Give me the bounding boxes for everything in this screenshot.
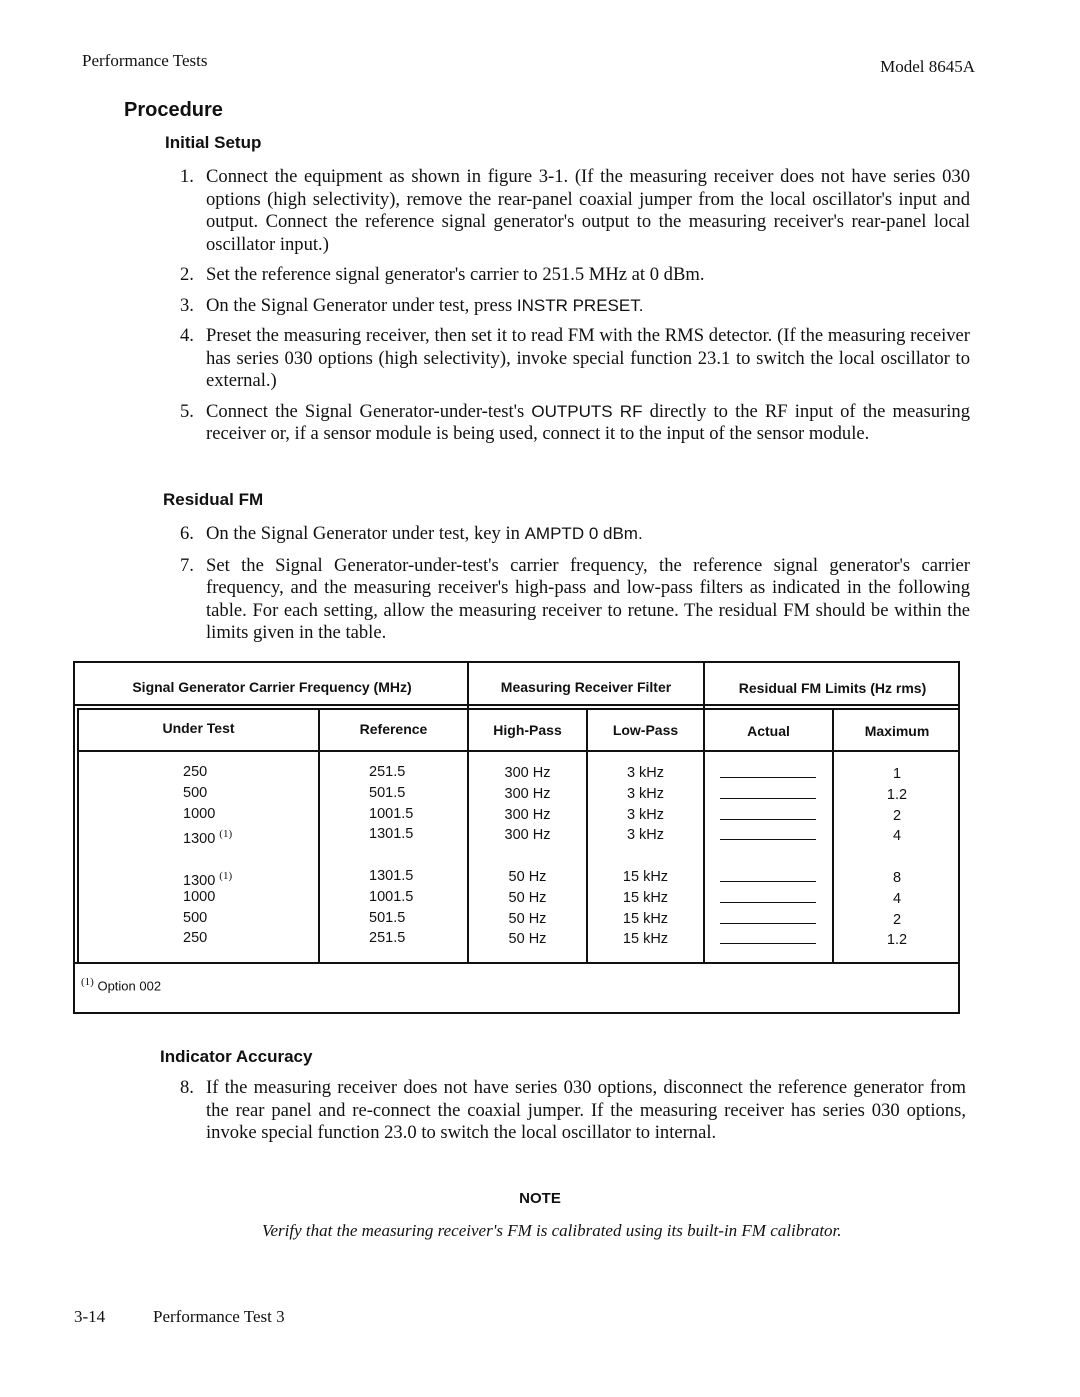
table-cell: 1301.5 bbox=[369, 867, 414, 884]
column-reference bbox=[369, 762, 413, 949]
table-cell: 500 bbox=[183, 784, 208, 801]
group-header-carrier-frequency: Signal Generator Carrier Frequency (MHz) bbox=[132, 679, 412, 695]
table-cell: 4 bbox=[892, 828, 902, 845]
running-header-left: Performance Tests bbox=[82, 51, 208, 70]
column-maximum bbox=[834, 764, 960, 951]
step-2 bbox=[180, 264, 970, 287]
table-rule bbox=[318, 708, 320, 962]
table-cell bbox=[183, 824, 233, 848]
subheading-initial-setup: Initial Setup bbox=[165, 133, 262, 152]
actual-entry-line bbox=[720, 787, 816, 799]
actual-entry-line bbox=[720, 891, 816, 903]
step-number: 5. bbox=[180, 400, 194, 422]
key-name: AMPTD 0 dBm. bbox=[524, 524, 643, 543]
column-low-pass bbox=[588, 763, 703, 950]
table-footnote bbox=[81, 976, 161, 993]
table-cell: 50 Hz bbox=[508, 868, 547, 885]
col-header-low-pass: Low-Pass bbox=[612, 722, 679, 738]
step-number: 1. bbox=[180, 166, 194, 187]
actual-entry-line bbox=[720, 828, 816, 840]
step-text: If the measuring receiver does not have series 030 options, disconnect the reference generator from the rear panel and re-connect the coaxial jumper. If the measuring receiver has series 030 options, invoke special function 23.0 to switch the local oscillator to internal. bbox=[206, 1077, 966, 1143]
table-cell: 501.5 bbox=[369, 784, 406, 801]
step-text: directly to the RF input of the measuring receiver or, if a sensor module is being used, connect it to the input of the sensor module. bbox=[206, 400, 970, 444]
footnote-mark: (1) bbox=[219, 828, 233, 841]
step-text: Connect the equipment as shown in figure 3-1. (If the measuring receiver does not have series 030 options (high selectivity), remove the rear-panel coaxial jumper from the local oscillator's input and output. Connect the reference signal generator's output to the measuring receiver's rear-panel local oscillator input.) bbox=[206, 166, 970, 255]
table-cell: 50 Hz bbox=[508, 910, 547, 927]
table-cell: 3 kHz bbox=[626, 765, 665, 781]
table-cell: 1 bbox=[892, 766, 902, 782]
step-7 bbox=[180, 555, 970, 645]
note-body: Verify that the measuring receiver's FM is calibrated using its built-in FM calibrator. bbox=[262, 1221, 842, 1240]
step-list-initial-setup bbox=[180, 166, 970, 446]
table-cell bbox=[183, 866, 232, 887]
actual-entry-line bbox=[720, 808, 816, 820]
table-cell: 251.5 bbox=[369, 930, 406, 947]
step-5 bbox=[180, 401, 970, 446]
actual-entry-line bbox=[720, 766, 816, 778]
step-1 bbox=[180, 166, 970, 256]
table-cell: 300 Hz bbox=[504, 827, 551, 844]
step-number: 6. bbox=[180, 523, 194, 544]
subheading-residual-fm: Residual FM bbox=[163, 490, 264, 509]
col-header-actual: Actual bbox=[747, 723, 790, 739]
table-cell: 300 Hz bbox=[504, 785, 551, 802]
table-cell: 1.2 bbox=[886, 932, 908, 949]
table-cell: 1001.5 bbox=[369, 805, 414, 822]
footnote-text: Option 002 bbox=[97, 978, 162, 994]
step-list-indicator-accuracy bbox=[180, 1077, 966, 1145]
table-cell: 50 Hz bbox=[508, 889, 547, 906]
step-number: 4. bbox=[180, 325, 194, 346]
column-actual bbox=[720, 764, 816, 951]
table-cell: 1000 bbox=[183, 888, 216, 905]
subheading-indicator-accuracy: Indicator Accuracy bbox=[160, 1047, 313, 1066]
actual-entry-line bbox=[720, 870, 816, 882]
actual-entry-line bbox=[720, 912, 816, 924]
running-header-right: Model 8645A bbox=[880, 57, 975, 76]
note-title: NOTE bbox=[519, 1190, 561, 1207]
table-cell: 250 bbox=[183, 930, 208, 947]
step-text: On the Signal Generator under test, key in bbox=[206, 523, 525, 544]
table-cell: 2 bbox=[892, 911, 902, 928]
table-cell: 1001.5 bbox=[369, 888, 414, 905]
column-high-pass bbox=[469, 763, 586, 950]
table-rule bbox=[77, 750, 960, 752]
column-under-test bbox=[183, 762, 232, 949]
table-rule bbox=[73, 962, 960, 964]
table-cell: 4 bbox=[892, 890, 902, 907]
table-rule bbox=[73, 704, 960, 706]
footnote-mark: (1) bbox=[219, 869, 233, 882]
step-number: 8. bbox=[180, 1077, 194, 1098]
table-cell: 8 bbox=[892, 869, 902, 886]
step-4 bbox=[180, 325, 970, 393]
step-text: On the Signal Generator under test, press bbox=[206, 294, 517, 316]
key-name: OUTPUTS RF bbox=[531, 401, 643, 421]
group-header-receiver-filter: Measuring Receiver Filter bbox=[500, 679, 672, 695]
table-cell: 501.5 bbox=[369, 909, 406, 926]
step-number: 7. bbox=[180, 554, 194, 576]
table-rule bbox=[77, 708, 960, 710]
step-text: Connect the Signal Generator-under-test's bbox=[206, 400, 532, 422]
key-name: INSTR PRESET. bbox=[516, 295, 644, 315]
cell-value: 1300 bbox=[183, 872, 216, 889]
table-cell: 250 bbox=[183, 764, 208, 780]
table-cell: 15 kHz bbox=[622, 931, 669, 948]
step-3 bbox=[180, 295, 970, 318]
table-cell: 1301.5 bbox=[369, 826, 414, 843]
col-header-high-pass: High-Pass bbox=[493, 722, 562, 738]
page-number: 3-14 bbox=[74, 1307, 106, 1326]
table-cell: 500 bbox=[183, 909, 208, 926]
step-number: 2. bbox=[180, 264, 194, 285]
col-header-under-test: Under Test bbox=[162, 720, 235, 736]
table-cell: 3 kHz bbox=[626, 827, 665, 844]
step-text: Set the reference signal generator's carrier to 251.5 MHz at 0 dBm. bbox=[206, 264, 705, 285]
footnote-mark: (1) bbox=[81, 976, 94, 988]
col-header-reference: Reference bbox=[359, 721, 428, 737]
running-footer-title: Performance Test 3 bbox=[153, 1307, 285, 1326]
table-cell: 3 kHz bbox=[626, 806, 665, 823]
step-text: Preset the measuring receiver, then set it to read FM with the RMS detector. (If the measuring receiver has series 030 options (high selectivity), invoke special function 23.1 to switch the local oscillator to external.) bbox=[206, 325, 970, 391]
step-text: Set the Signal Generator-under-test's carrier frequency, the reference signal generator's carrier frequency, and the measuring receiver's high-pass and low-pass filters as indicated in the following table. For each setting, allow the measuring receiver to retune. The residual FM should be within the limits given in the table. bbox=[206, 554, 970, 643]
table-cell: 251.5 bbox=[369, 764, 406, 780]
step-6 bbox=[180, 523, 970, 546]
table-cell: 3 kHz bbox=[626, 785, 665, 802]
table-cell: 15 kHz bbox=[622, 868, 669, 885]
step-list-residual-fm bbox=[180, 523, 970, 645]
actual-entry-line bbox=[720, 932, 816, 944]
col-header-maximum: Maximum bbox=[864, 723, 930, 739]
section-heading-procedure: Procedure bbox=[124, 99, 223, 121]
cell-value: 1300 bbox=[183, 831, 216, 848]
step-number: 3. bbox=[180, 294, 194, 316]
table-rule bbox=[703, 661, 705, 962]
step-8 bbox=[180, 1077, 966, 1145]
table-cell: 1000 bbox=[183, 805, 216, 822]
table-cell: 15 kHz bbox=[622, 910, 669, 927]
table-cell: 15 kHz bbox=[622, 889, 669, 906]
group-header-fm-limits: Residual FM Limits (Hz rms) bbox=[738, 680, 927, 696]
table-cell: 1.2 bbox=[886, 786, 908, 803]
table-cell: 300 Hz bbox=[504, 765, 551, 781]
table-cell: 2 bbox=[892, 807, 902, 824]
table-cell: 300 Hz bbox=[504, 806, 551, 823]
table-cell: 50 Hz bbox=[508, 931, 547, 948]
table-rule bbox=[77, 708, 79, 962]
